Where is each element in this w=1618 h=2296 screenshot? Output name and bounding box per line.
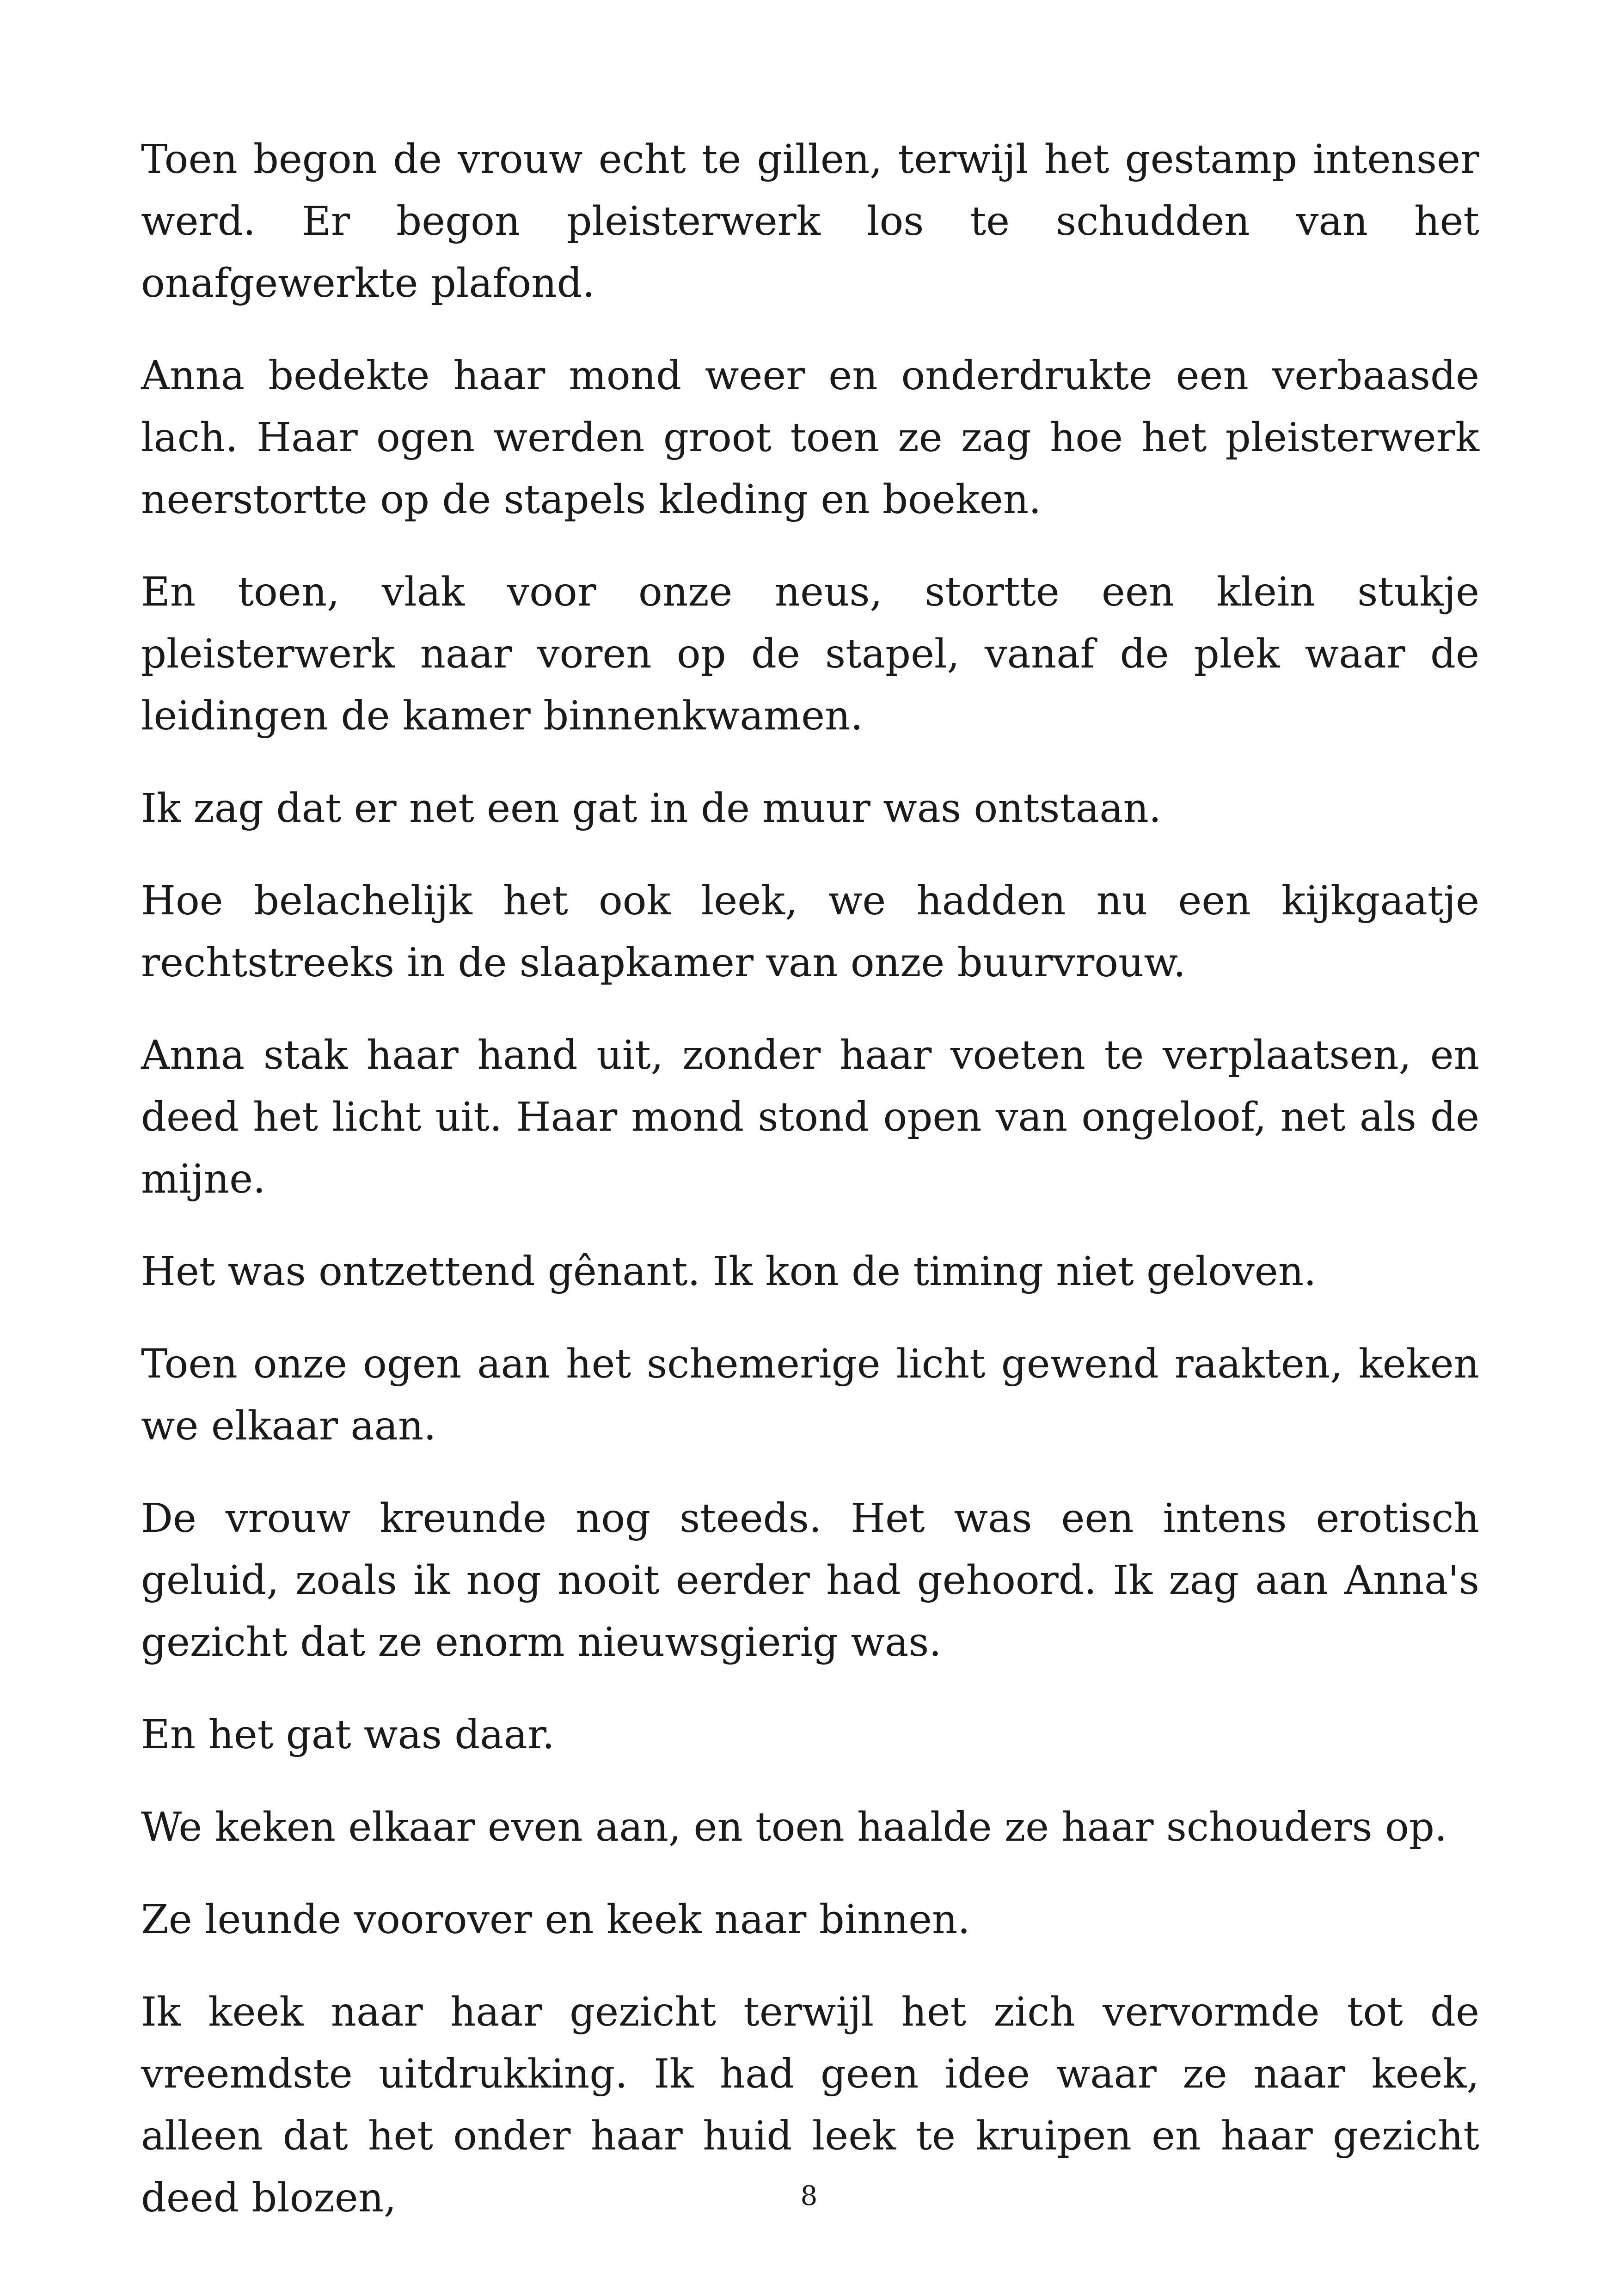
paragraph: Het was ontzettend gênant. Ik kon de timing niet geloven. — [141, 1249, 1317, 1295]
paragraph: En toen, vlak voor onze neus, stortte een klein stukje pleisterwerk naar voren op de stapel, vanaf de plek waar de leidingen de kamer binnenkwamen. — [141, 569, 1479, 739]
paragraph: De vrouw kreunde nog steeds. Het was een intens erotisch geluid, zoals ik nog nooit eerder had gehoord. Ik zag aan Anna's gezicht dat ze enorm nieuwsgierig was. — [141, 1495, 1479, 1665]
paragraph: Anna stak haar hand uit, zonder haar voeten te verplaatsen, en deed het licht uit. Haar mond stond open van ongeloof, net als de mijne. — [141, 1032, 1479, 1202]
paragraph: Toen begon de vrouw echt te gillen, terwijl het gestamp intenser werd. Er begon pleisterwerk los te schudden van het onafgewerkte plafond. — [141, 136, 1479, 306]
paragraph: Toen onze ogen aan het schemerige licht gewend raakten, keken we elkaar aan. — [141, 1341, 1479, 1449]
body-text — [141, 129, 1479, 2259]
paragraph: Ik zag dat er net een gat in de muur was ontstaan. — [141, 785, 1162, 832]
paragraph: En het gat was daar. — [141, 1712, 555, 1758]
paragraph: Ik keek naar haar gezicht terwijl het zich vervormde tot de vreemdste uitdrukking. Ik had geen idee waar ze naar keek, alleen dat het onder haar huid leek te kruipen en haar gezicht deed blozen, — [141, 1989, 1479, 2221]
paragraph: We keken elkaar even aan, en toen haalde ze haar schouders op. — [141, 1804, 1447, 1850]
paragraph: Anna bedekte haar mond weer en onderdrukte een verbaasde lach. Haar ogen werden groot toen ze zag hoe het pleisterwerk neerstortte op de stapels kleding en boeken. — [141, 353, 1479, 523]
paragraph: Hoe belachelijk het ook leek, we hadden nu een kijkgaatje rechtstreeks in de slaapkamer van onze buurvrouw. — [141, 878, 1479, 986]
paragraph: Ze leunde voorover en keek naar binnen. — [141, 1897, 970, 1943]
page-number: 8 — [800, 2180, 818, 2211]
